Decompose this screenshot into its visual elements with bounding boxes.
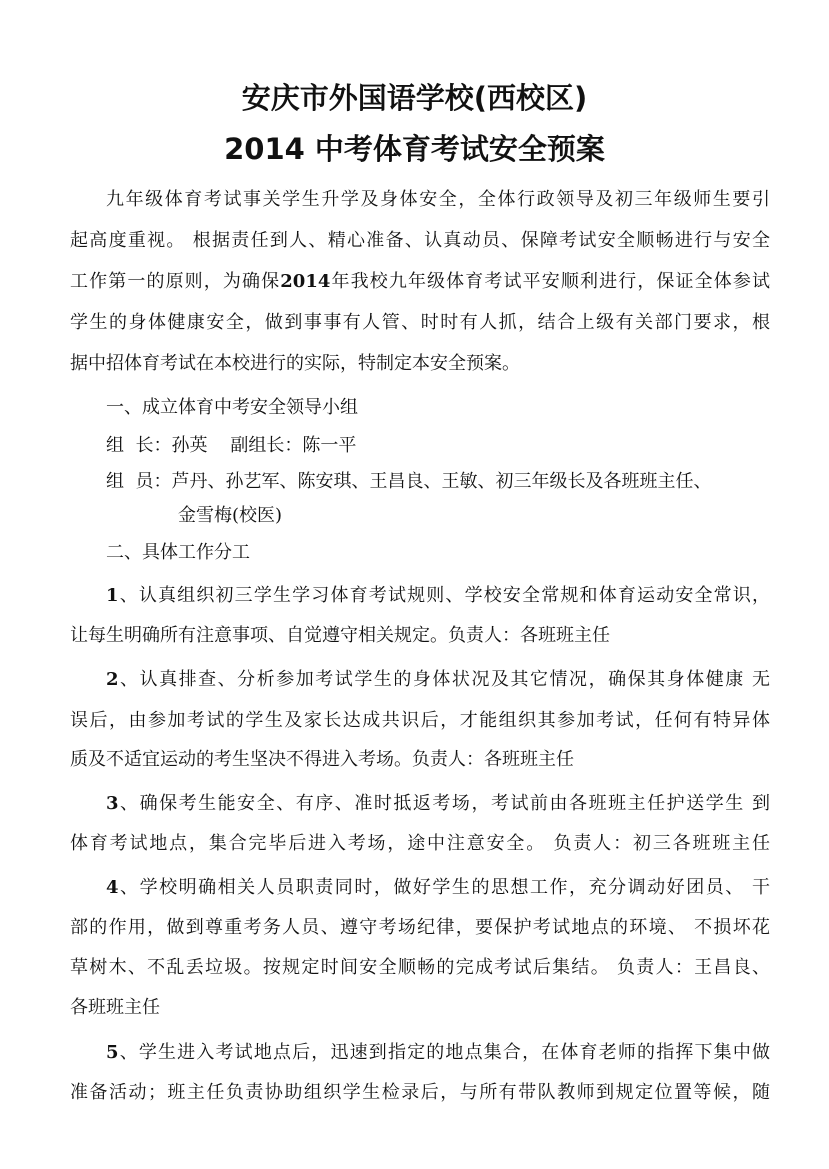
item-5-text-1: 、学生进入考试地点后，迅速到指定的地点集合，在体育老师的指挥下集中做: [118, 1042, 770, 1063]
intro-line-4: 学生的身体健康安全，做到事事有人管、时时有人抓，结合上级有关部门要求，根: [70, 312, 770, 333]
item-2-line-2: 误后，由参加考试的学生及家长达成共识后，才能组织其参加考试，任何有特异体: [70, 710, 770, 731]
intro-line-2: 起高度重视。 根据责任到人、精心准备、认真动员、保障考试安全顺畅进行与安全: [70, 230, 770, 251]
members-line-2: 金雪梅(校医): [178, 505, 283, 526]
item-5-number: 5: [106, 1042, 119, 1063]
item-3-number: 3: [106, 793, 119, 814]
item-1-line-2: 让每生明确所有注意事项、自觉遵守相关规定。负责人：各班班主任: [70, 625, 610, 646]
document-title-school: 安庆市外国语学校(西校区): [241, 81, 588, 115]
item-4-number: 4: [106, 877, 119, 898]
item-2-number: 2: [106, 669, 119, 690]
intro-line-5: 据中招体育考试在本校进行的实际，特制定本安全预案。: [70, 353, 520, 374]
item-2-line-3: 质及不适宜运动的考生坚决不得进入考场。负责人：各班班主任: [70, 749, 574, 770]
item-2-line-1: [106, 668, 770, 692]
leader-line: 组 长：孙英 副组长：陈一平: [106, 435, 357, 456]
item-4-line-2: 部的作用，做到尊重考务人员、遵守考场纪律，要保护考试地点的环境、 不损坏花: [70, 917, 770, 938]
item-4-text-1: 、学校明确相关人员职责同时，做好学生的思想工作，充分调动好团员、 干: [118, 877, 770, 898]
item-4-line-3: 草树木、不乱丢垃圾。按规定时间安全顺畅的完成考试后集结。 负责人：王昌良、: [70, 957, 770, 978]
intro-line-3-part-b: 年我校九年级体育考试平安顺利进行，保证全体参试: [330, 271, 771, 292]
section-2-heading: 二、具体工作分工: [106, 542, 250, 563]
item-4-line-1: [106, 876, 770, 900]
item-5-line-2: 准备活动；班主任负责协助组织学生检录后，与所有带队教师到规定位置等候，随: [70, 1082, 770, 1103]
item-2-text-1: 、认真排查、分析参加考试学生的身体状况及其它情况，确保其身体健康 无: [118, 669, 770, 690]
item-1-text-1: 、认真组织初三学生学习体育考试规则、学校安全常规和体育运动安全常识，: [118, 585, 770, 606]
section-1-heading: 一、成立体育中考安全领导小组: [106, 397, 358, 418]
intro-line-3: [70, 270, 770, 294]
item-3-text-1: 、确保考生能安全、有序、准时抵返考场，考试前由各班班主任护送学生 到: [118, 793, 770, 814]
document-title-plan: 2014 中考体育考试安全预案: [224, 132, 605, 166]
intro-line-1: 九年级体育考试事关学生升学及身体安全，全体行政领导及初三年级师生要引: [106, 189, 770, 210]
intro-line-3-part-a: 工作第一的原则，为确保: [70, 271, 281, 292]
item-5-line-1: [106, 1041, 770, 1065]
item-1-line-1: [106, 584, 770, 608]
item-3-line-2: 体育考试地点，集合完毕后进入考场，途中注意安全。 负责人：初三各班班主任: [70, 833, 770, 854]
item-4-line-4: 各班班主任: [70, 997, 160, 1018]
item-1-number: 1: [106, 585, 119, 606]
intro-year: 2014: [280, 271, 331, 292]
members-line-1: 组 员：芦丹、孙艺军、陈安琪、王昌良、王敏、初三年级长及各班班主任、: [106, 471, 712, 492]
item-3-line-1: [106, 792, 770, 816]
